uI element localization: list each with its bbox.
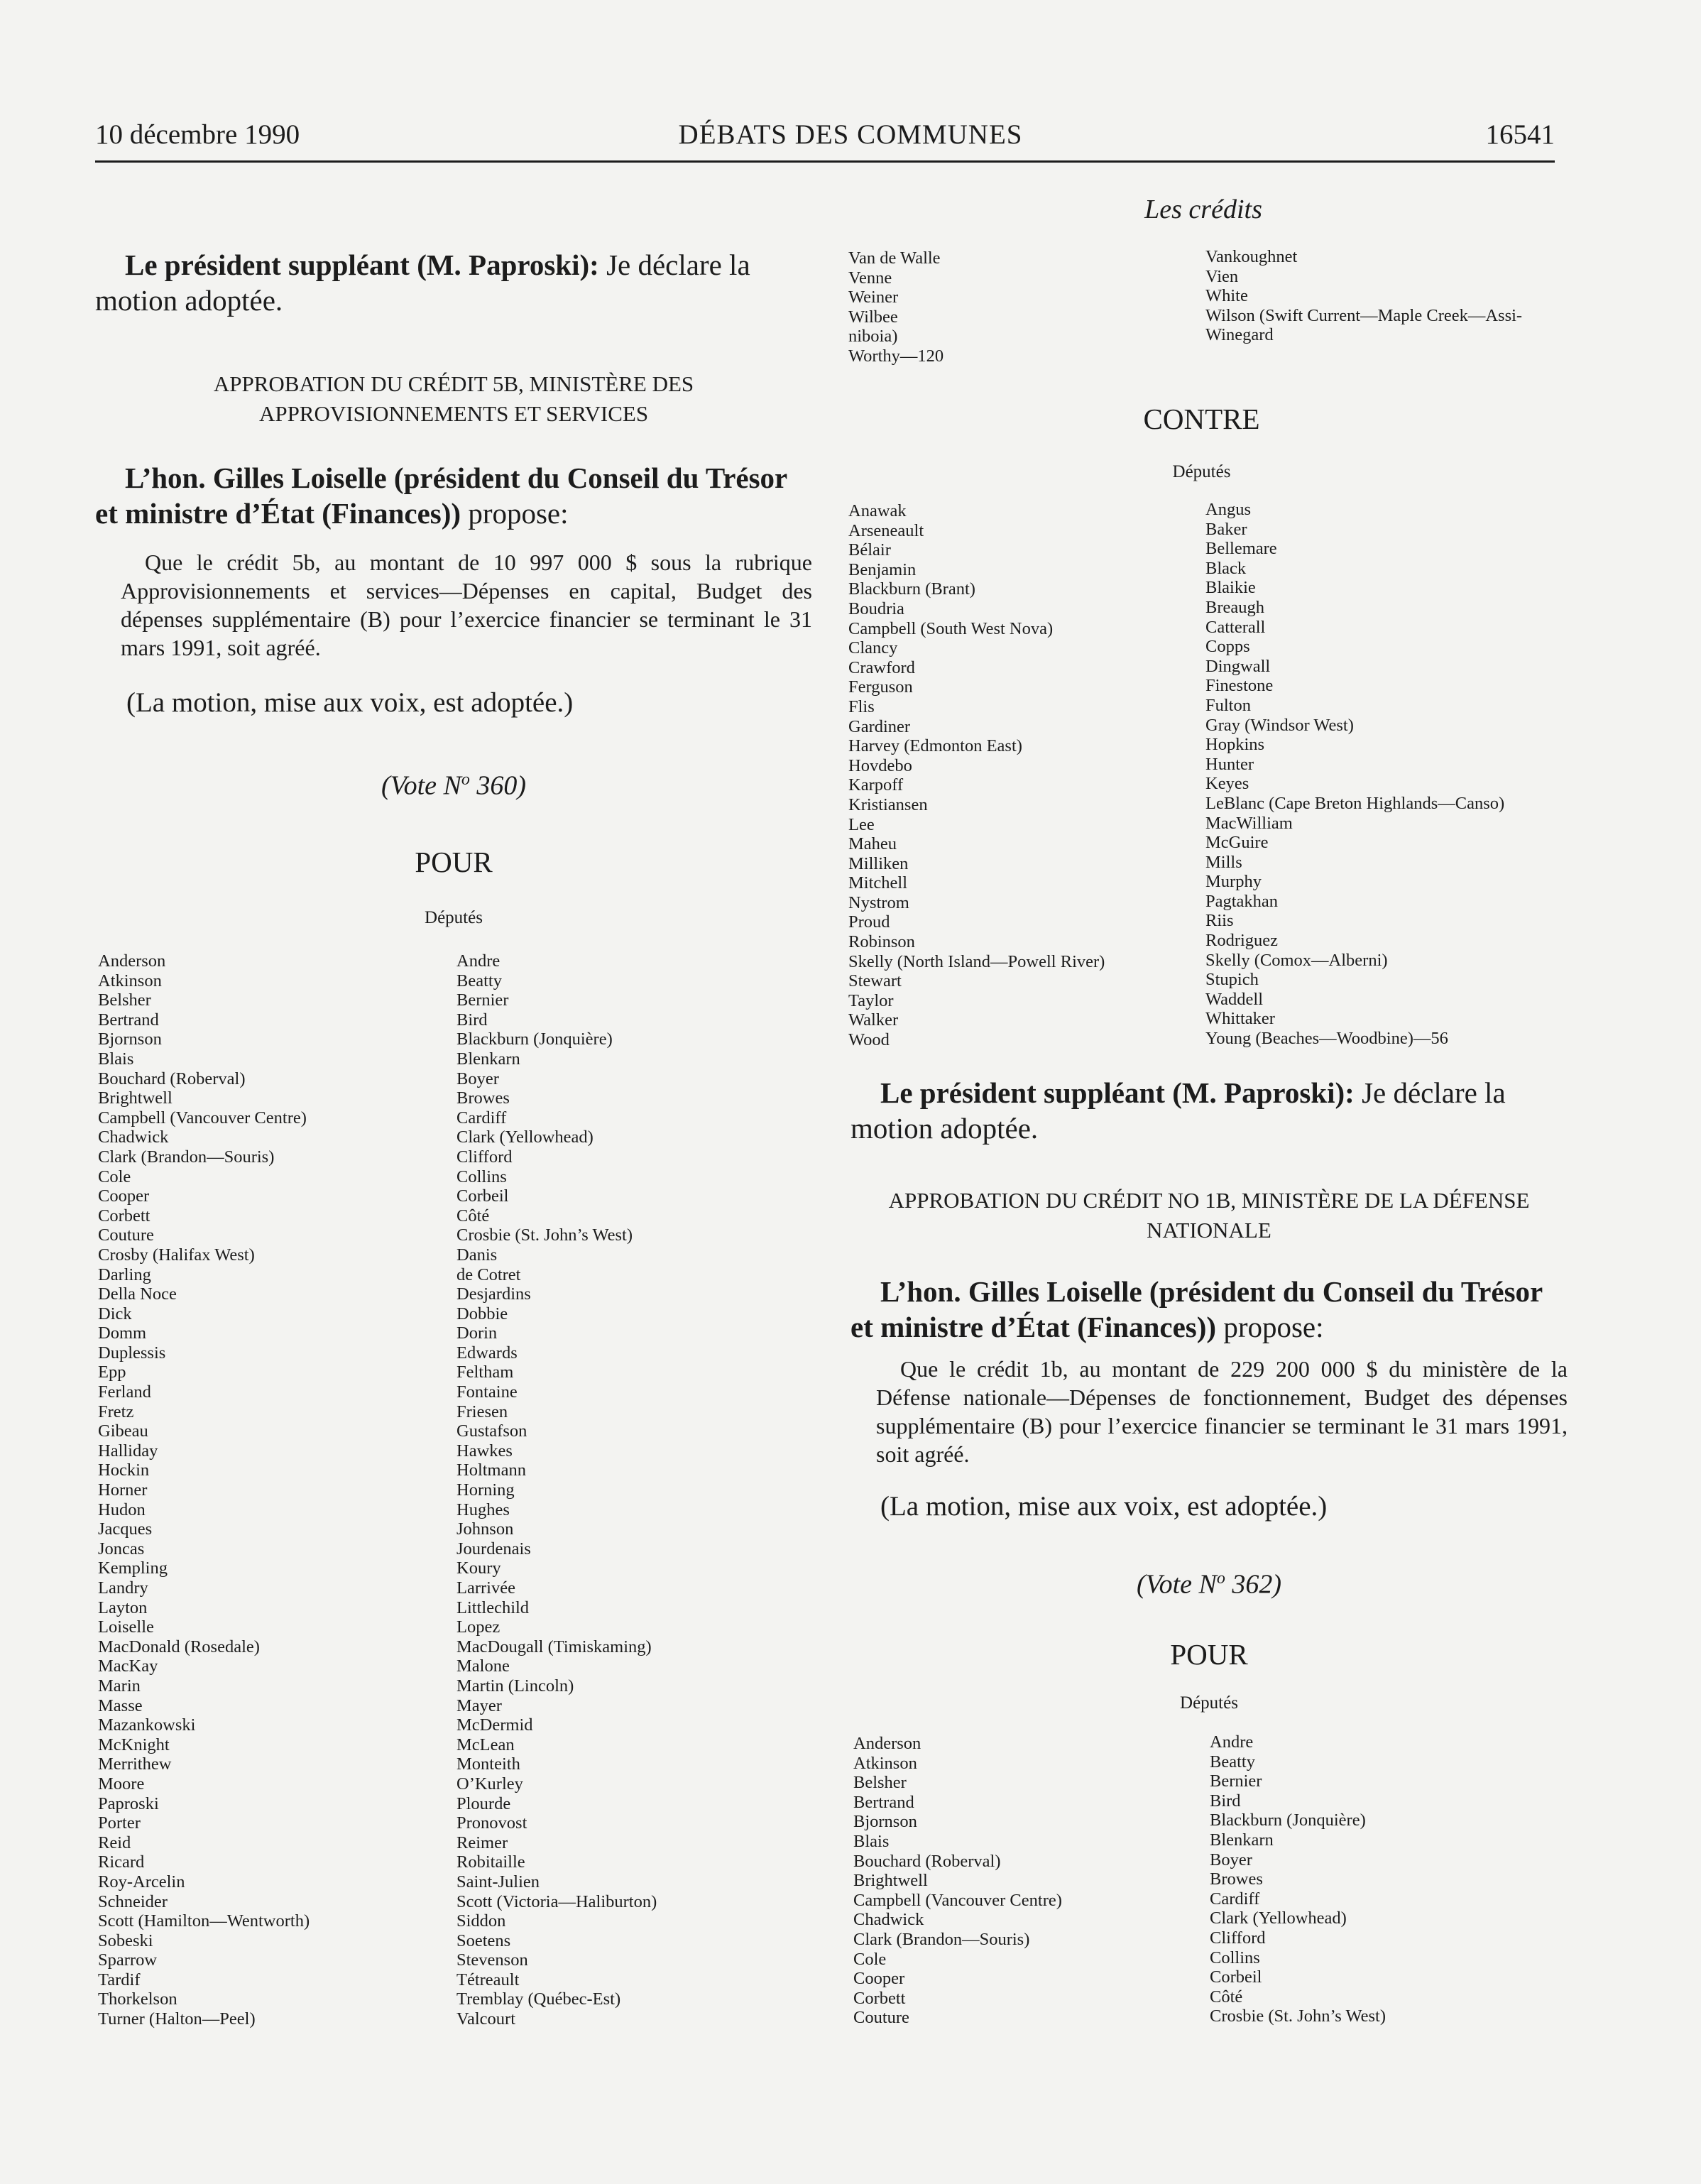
member-name: Fontaine [456, 1382, 518, 1402]
member-name: Crosby (Halifax West) [98, 1245, 255, 1265]
member-name: Blackburn (Brant) [848, 579, 975, 599]
member-name: Hughes [456, 1500, 510, 1519]
member-name: Porter [98, 1813, 141, 1833]
member-name: Martin (Lincoln) [456, 1676, 574, 1696]
speaker-text: Je déclare la motion adoptée. [95, 249, 750, 317]
vote-heading-2: APPROBATION DU CRÉDIT NO 1B, MINISTÈRE DE LA DÉFENSE NATIONALE [888, 1188, 1530, 1243]
member-name: Mills [1205, 852, 1242, 872]
member-name: Wood [848, 1030, 890, 1050]
member-name: Hockin [98, 1460, 150, 1480]
member-name: Boyer [1210, 1850, 1252, 1869]
member-name: Couture [98, 1225, 154, 1245]
member-name: Bertrand [98, 1010, 159, 1030]
member-name: Gibeau [98, 1421, 148, 1441]
member-name: Monteith [456, 1754, 520, 1774]
motion-result-1: (La motion, mise aux voix, est adoptée.) [126, 687, 574, 718]
member-name: Feltham [456, 1363, 514, 1382]
name-list-pour-2a [853, 1734, 1062, 2028]
member-name: Corbeil [1210, 1967, 1262, 1987]
member-name: Epp [98, 1363, 126, 1382]
member-name: Moore [98, 1774, 145, 1793]
header-rule [95, 160, 1555, 163]
section-contre: CONTRE [1143, 403, 1260, 435]
member-name: Hovdebo [848, 755, 912, 775]
vote-label: (Vote N [381, 770, 461, 801]
member-name: Bird [1210, 1791, 1241, 1811]
member-name: Fretz [98, 1402, 134, 1421]
member-name: Angus [1205, 500, 1251, 519]
member-name: Milliken [848, 853, 909, 873]
member-name: Collins [456, 1167, 507, 1186]
speaker-statement-1 [95, 247, 812, 318]
member-name: Clark (Brandon—Souris) [853, 1929, 1030, 1949]
deputes-label-2: Députés [1180, 1693, 1238, 1713]
minister-text: propose: [461, 497, 569, 530]
member-name: Mitchell [848, 873, 908, 893]
member-name: Skelly (North Island—Powell River) [848, 951, 1105, 971]
member-name: Benjamin [848, 559, 917, 579]
member-name: Sparrow [98, 1950, 158, 1970]
speaker-text: Je déclare la motion adoptée. [851, 1076, 1506, 1145]
speaker-statement-2 [851, 1075, 1568, 1146]
member-name: Cooper [853, 1969, 905, 1989]
member-name: Koury [456, 1558, 501, 1578]
member-name: Jourdenais [456, 1539, 531, 1558]
member-name: Venne [848, 268, 892, 288]
member-name: Arseneault [848, 520, 924, 540]
member-name: Gardiner [848, 716, 911, 736]
member-name: Masse [98, 1696, 143, 1715]
member-name: Beatty [1210, 1752, 1255, 1771]
member-name: Clark (Yellowhead) [456, 1128, 594, 1147]
member-name: Anawak [848, 501, 907, 520]
member-name: Landry [98, 1578, 148, 1598]
vote-sup: o [1216, 1569, 1225, 1588]
member-name: Bertrand [853, 1792, 914, 1812]
member-name: Finestone [1205, 676, 1274, 696]
member-name: Brightwell [98, 1088, 173, 1108]
member-name: Clifford [1210, 1928, 1266, 1948]
member-name: McDermid [456, 1715, 533, 1735]
member-name: Horner [98, 1480, 148, 1500]
member-name: Dobbie [456, 1304, 508, 1323]
member-name: Kempling [98, 1558, 168, 1578]
name-list-contre-a [848, 501, 1105, 1050]
member-name: MacDonald (Rosedale) [98, 1637, 260, 1656]
member-name: Mazankowski [98, 1715, 196, 1735]
deputes-label-contre: Députés [1172, 462, 1231, 481]
member-name: Crawford [848, 657, 915, 677]
member-name: Della Noce [98, 1284, 177, 1304]
member-name: Cooper [98, 1186, 150, 1206]
member-name: Boudria [848, 599, 904, 618]
member-name: Scott (Victoria—Haliburton) [456, 1891, 657, 1911]
member-name: Skelly (Comox—Alberni) [1205, 950, 1388, 970]
member-name: Proud [848, 912, 890, 932]
member-name: Belsher [853, 1773, 907, 1793]
member-name: Lee [848, 814, 875, 834]
member-name: Harvey (Edmonton East) [848, 736, 1022, 756]
name-list-pour-2b [1210, 1732, 1386, 2026]
member-name: Kristiansen [848, 795, 928, 814]
member-name: MacWilliam [1205, 813, 1293, 833]
name-list-continued-a [848, 249, 944, 366]
member-name: Gray (Windsor West) [1205, 715, 1354, 735]
member-name: Thorkelson [98, 1989, 177, 2009]
member-name: Bellemare [1205, 539, 1277, 559]
member-name: Domm [98, 1323, 147, 1343]
member-name: Baker [1205, 519, 1247, 539]
member-name: Dick [98, 1304, 132, 1323]
member-name: Tétreault [456, 1970, 520, 1989]
vote-label: (Vote N [1136, 1569, 1217, 1600]
member-name: Jacques [98, 1519, 153, 1539]
motion-result-2: (La motion, mise aux voix, est adoptée.) [880, 1491, 1328, 1522]
member-name: Robinson [848, 932, 915, 952]
member-name: Worthy—120 [848, 346, 944, 366]
member-name: Valcourt [456, 2009, 515, 2029]
member-name: Côté [1210, 1987, 1243, 2006]
member-name: Atkinson [853, 1753, 917, 1773]
vote-number-1 [95, 763, 812, 802]
vote-value: 360) [469, 770, 527, 801]
member-name: Karpoff [848, 775, 904, 795]
member-name: Bouchard (Roberval) [853, 1851, 1001, 1871]
name-list-pour-1a [98, 951, 310, 2029]
member-name: Corbett [98, 1206, 151, 1225]
member-name: Riis [1205, 911, 1234, 931]
member-name: Browes [456, 1088, 510, 1108]
header-date: 10 décembre 1990 [95, 119, 300, 150]
member-name: Duplessis [98, 1343, 166, 1363]
member-name: Anderson [98, 951, 166, 971]
member-name: Horning [456, 1480, 515, 1500]
member-name: Campbell (Vancouver Centre) [98, 1108, 307, 1128]
member-name: Larrivée [456, 1578, 515, 1598]
member-name: Blais [98, 1049, 134, 1069]
member-name: Weiner [848, 288, 899, 307]
member-name: Robitaille [456, 1852, 525, 1872]
member-name: MacKay [98, 1656, 158, 1676]
member-name: Pagtakhan [1205, 891, 1279, 911]
member-name: Blenkarn [456, 1049, 520, 1069]
member-name: Campbell (South West Nova) [848, 618, 1054, 638]
member-name: Clancy [848, 638, 898, 658]
member-name: Saint-Julien [456, 1872, 540, 1891]
member-name: Crosbie (St. John’s West) [456, 1225, 633, 1245]
member-name: Sobeski [98, 1931, 153, 1950]
member-name: McGuire [1205, 833, 1269, 853]
member-name: Layton [98, 1598, 148, 1617]
speaker-name: Le président suppléant (M. Paproski): [125, 249, 599, 281]
member-name: O’Kurley [456, 1774, 523, 1793]
vote-heading-1: APPROBATION DU CRÉDIT 5B, MINISTÈRE DES APPROVISIONNEMENTS ET SERVICES [213, 371, 694, 426]
member-name: Paproski [98, 1793, 159, 1813]
member-name: niboia) [848, 327, 898, 346]
vote-number-2 [851, 1562, 1568, 1601]
member-name: Stevenson [456, 1950, 528, 1970]
minister-text: propose: [1216, 1311, 1324, 1343]
deputes-label-1: Députés [425, 908, 483, 927]
member-name: Bélair [848, 540, 891, 560]
member-name: Bird [456, 1010, 488, 1030]
member-name: Cardiff [456, 1108, 507, 1128]
member-name: Crosbie (St. John’s West) [1210, 2006, 1386, 2026]
member-name: Hunter [1205, 754, 1254, 774]
member-name: Whittaker [1205, 1009, 1275, 1029]
member-name: Bouchard (Roberval) [98, 1069, 246, 1088]
member-name: Clark (Brandon—Souris) [98, 1147, 275, 1167]
member-name: Maheu [848, 834, 897, 854]
member-name: Beatty [456, 971, 502, 990]
member-name: Desjardins [456, 1284, 531, 1304]
member-name: Plourde [456, 1793, 511, 1813]
member-name: Stewart [848, 971, 902, 991]
vote-sup: o [461, 770, 470, 789]
member-name: Van de Walle [848, 249, 941, 268]
header-title: DÉBATS DES COMMUNES [678, 119, 1023, 150]
member-name: Taylor [848, 990, 894, 1010]
member-name: Danis [456, 1245, 498, 1265]
member-name: Belsher [98, 990, 151, 1010]
member-name: White [1205, 286, 1248, 306]
member-name: Merrithew [98, 1754, 172, 1774]
member-name: Winegard [1205, 325, 1274, 345]
member-name: Waddell [1205, 989, 1264, 1009]
minister-proposal-1 [95, 460, 812, 531]
member-name: Hopkins [1205, 735, 1265, 755]
member-name: Boyer [456, 1069, 499, 1088]
member-name: McLean [456, 1735, 515, 1754]
member-name: Black [1205, 558, 1247, 578]
member-name: Turner (Halton—Peel) [98, 2009, 256, 2029]
member-name: Young (Beaches—Woodbine)—56 [1205, 1029, 1448, 1049]
member-name: de Cotret [456, 1265, 521, 1284]
name-list-continued-b [1205, 247, 1522, 345]
member-name: Cardiff [1210, 1889, 1260, 1909]
member-name: Holtmann [456, 1460, 526, 1480]
member-name: Joncas [98, 1539, 145, 1558]
name-list-contre-b [1205, 500, 1504, 1049]
member-name: Reimer [456, 1833, 508, 1852]
member-name: Keyes [1205, 774, 1249, 794]
member-name: Gustafson [456, 1421, 527, 1441]
member-name: MacDougall (Timiskaming) [456, 1637, 652, 1656]
member-name: Chadwick [853, 1910, 924, 1930]
member-name: Darling [98, 1265, 151, 1284]
member-name: Vien [1205, 266, 1239, 286]
member-name: Schneider [98, 1891, 168, 1911]
member-name: Blaikie [1205, 578, 1256, 598]
member-name: Hawkes [456, 1441, 513, 1460]
section-pour-2: POUR [1170, 1638, 1248, 1671]
member-name: Loiselle [98, 1617, 154, 1637]
member-name: Dingwall [1205, 656, 1271, 676]
member-name: Ferland [98, 1382, 151, 1402]
member-name: Cole [98, 1167, 131, 1186]
minister-name: L’hon. Gilles Loiselle (président du Conseil du Trésor et ministre d’État (Finances)) [95, 462, 787, 530]
member-name: Walker [848, 1010, 899, 1030]
member-name: Halliday [98, 1441, 158, 1460]
member-name: Couture [853, 2008, 909, 2028]
member-name: Bernier [456, 990, 509, 1010]
member-name: Littlechild [456, 1598, 530, 1617]
member-name: Rodriguez [1205, 931, 1279, 951]
member-name: Flis [848, 697, 875, 716]
member-name: Chadwick [98, 1128, 169, 1147]
member-name: Blackburn (Jonquière) [456, 1030, 613, 1049]
member-name: Wilson (Swift Current—Maple Creek—Assi- [1205, 305, 1523, 325]
running-title: Les crédits [1144, 195, 1262, 224]
name-list-pour-1b [456, 951, 657, 2029]
vote-value: 362) [1225, 1569, 1282, 1600]
member-name: Atkinson [98, 971, 162, 990]
member-name: Dorin [456, 1323, 498, 1343]
member-name: Blackburn (Jonquière) [1210, 1811, 1366, 1830]
speaker-name: Le président suppléant (M. Paproski): [880, 1076, 1355, 1109]
member-name: Anderson [853, 1734, 921, 1753]
member-name: Browes [1210, 1869, 1263, 1889]
member-name: Campbell (Vancouver Centre) [853, 1890, 1062, 1910]
member-name: Ricard [98, 1852, 145, 1872]
page-number: 16541 [1485, 119, 1555, 150]
member-name: Murphy [1205, 872, 1262, 892]
member-name: Lopez [456, 1617, 501, 1637]
member-name: Tremblay (Québec-Est) [456, 1989, 621, 2009]
member-name: Copps [1205, 637, 1250, 657]
member-name: LeBlanc (Cape Breton Highlands—Canso) [1205, 793, 1505, 813]
member-name: Bjornson [853, 1812, 917, 1832]
member-name: Mayer [456, 1696, 502, 1715]
member-name: Scott (Hamilton—Wentworth) [98, 1911, 310, 1931]
member-name: Bernier [1210, 1771, 1262, 1791]
member-name: Roy-Arcelin [98, 1872, 185, 1891]
member-name: Malone [456, 1656, 510, 1676]
motion-text-1: Que le crédit 5b, au montant de 10 997 000 $ sous la rubrique Approvisionnements et services—Dépenses en capital, Budget des dépenses supplémentaire (B) pour l’exercice financier se terminant le 31 mars 1991, soit agréé. [121, 550, 812, 660]
member-name: Tardif [98, 1970, 141, 1989]
section-pour-1: POUR [415, 846, 493, 878]
member-name: Andre [1210, 1732, 1254, 1752]
member-name: Vankoughnet [1205, 247, 1298, 266]
member-name: Wilbee [848, 307, 898, 327]
member-name: Stupich [1205, 970, 1259, 990]
member-name: Blais [853, 1831, 890, 1851]
member-name: Hudon [98, 1500, 146, 1519]
member-name: Nystrom [848, 892, 909, 912]
member-name: Corbeil [456, 1186, 509, 1206]
member-name: Reid [98, 1833, 131, 1852]
member-name: Blenkarn [1210, 1830, 1274, 1850]
member-name: Bjornson [98, 1030, 162, 1049]
member-name: Johnson [456, 1519, 514, 1539]
member-name: Catterall [1205, 617, 1266, 637]
member-name: Pronovost [456, 1813, 527, 1833]
member-name: Edwards [456, 1343, 518, 1363]
member-name: Clark (Yellowhead) [1210, 1909, 1347, 1928]
member-name: Fulton [1205, 695, 1251, 715]
member-name: Clifford [456, 1147, 513, 1167]
member-name: McKnight [98, 1735, 170, 1754]
member-name: Marin [98, 1676, 141, 1696]
member-name: Collins [1210, 1948, 1260, 1967]
member-name: Brightwell [853, 1871, 928, 1891]
minister-name: L’hon. Gilles Loiselle (président du Conseil du Trésor et ministre d’État (Finances)) [851, 1275, 1543, 1343]
member-name: Cole [853, 1949, 887, 1969]
member-name: Breaugh [1205, 597, 1264, 617]
motion-text-2: Que le crédit 1b, au montant de 229 200 000 $ du ministère de la Défense nationale—Dépenses de fonctionnement, Budget des dépenses supplémentaire (B) pour l’exercice financier se terminant le 31 mars 1991, soit agréé. [876, 1356, 1568, 1467]
member-name: Côté [456, 1206, 490, 1225]
minister-proposal-2 [851, 1274, 1568, 1345]
member-name: Friesen [456, 1402, 508, 1421]
member-name: Andre [456, 951, 501, 971]
member-name: Corbett [853, 1988, 906, 2008]
member-name: Siddon [456, 1911, 506, 1931]
member-name: Soetens [456, 1931, 511, 1950]
member-name: Ferguson [848, 677, 913, 697]
